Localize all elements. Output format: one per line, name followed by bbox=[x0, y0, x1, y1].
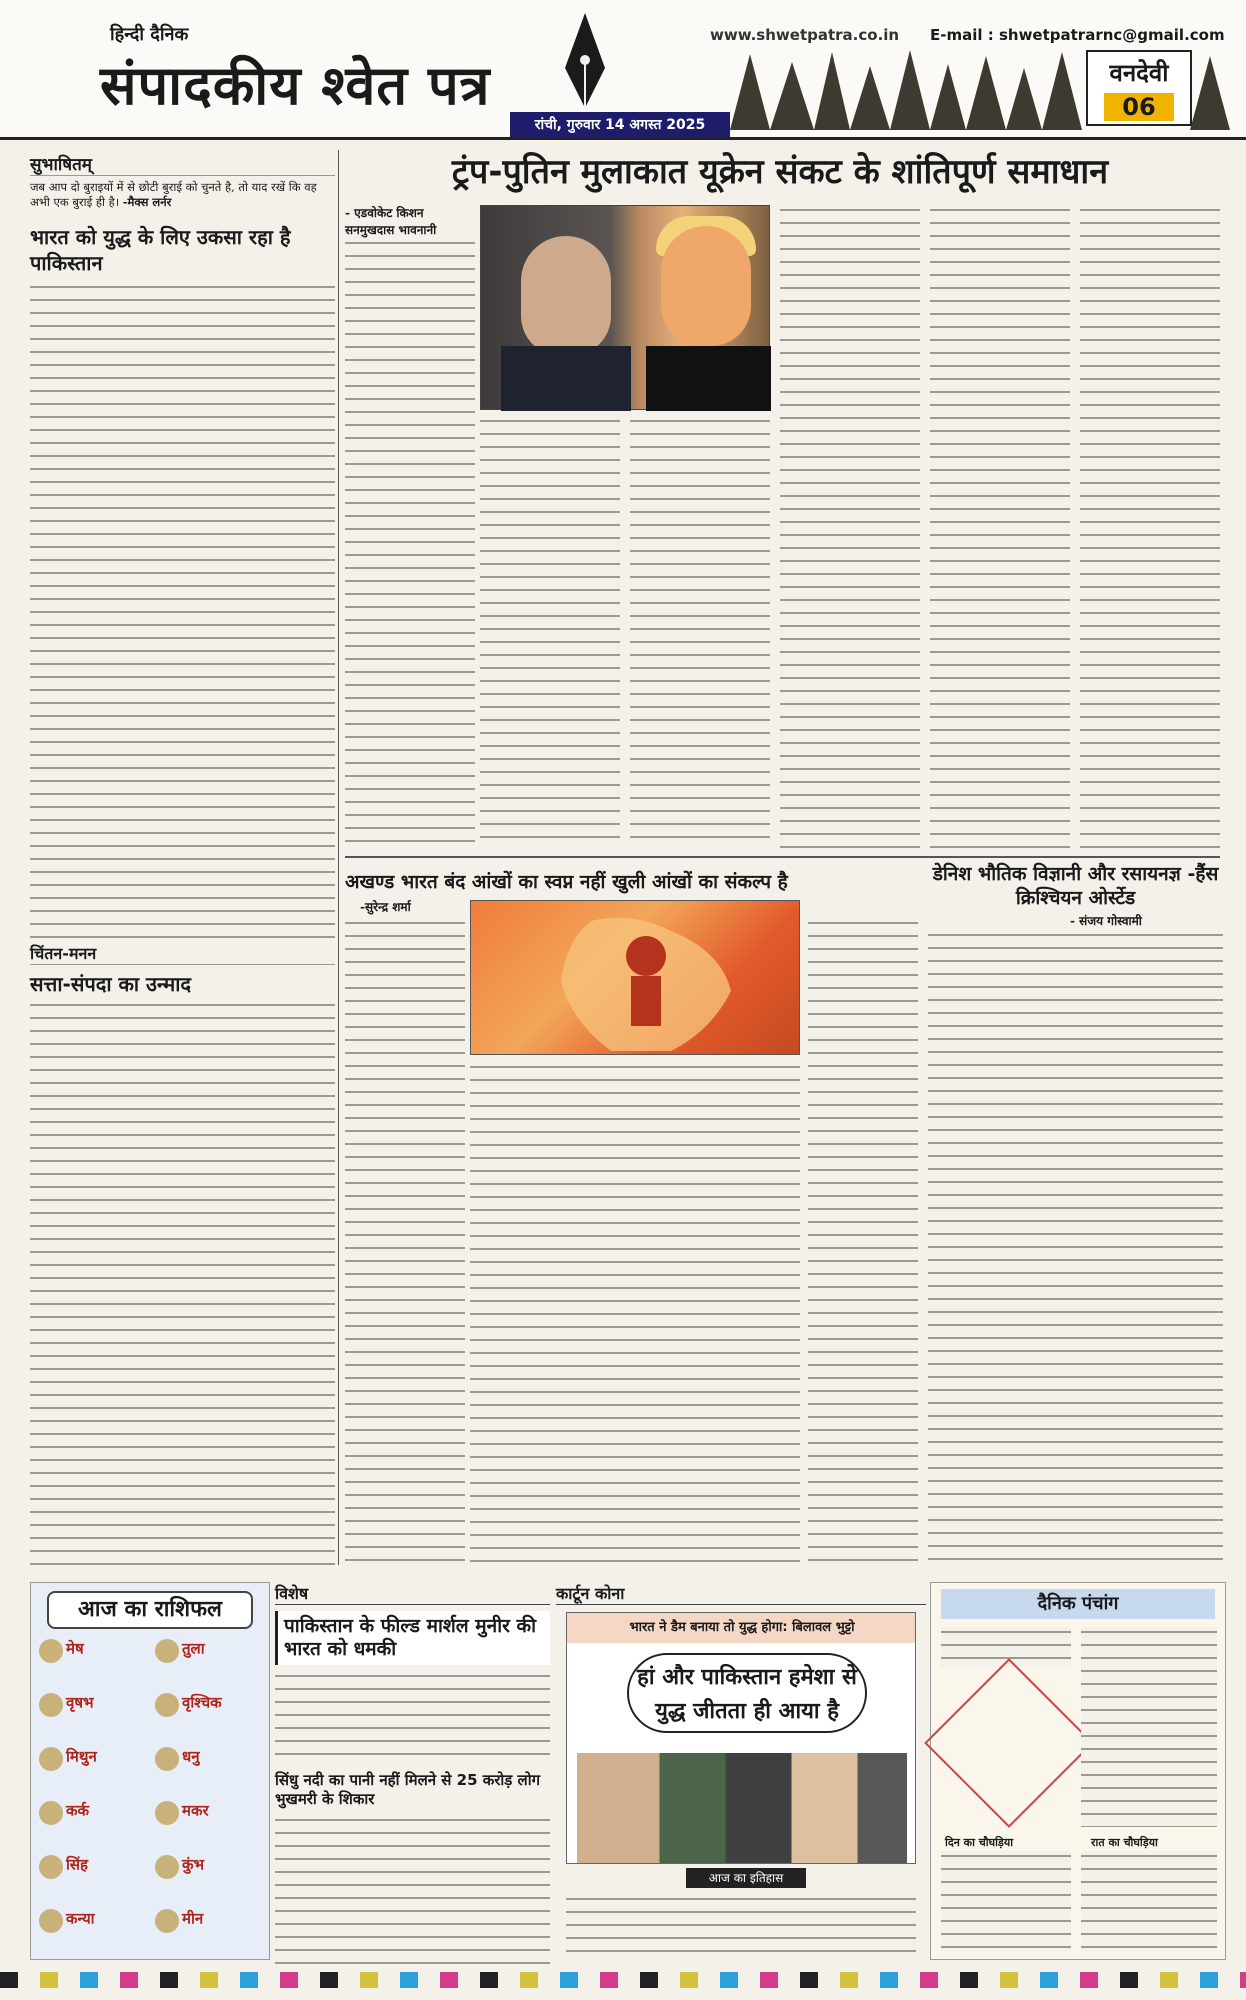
vishesh-section bbox=[275, 1582, 550, 1960]
edition-box bbox=[1086, 50, 1192, 126]
tula-symbol-icon bbox=[155, 1639, 179, 1663]
putin-suit bbox=[501, 346, 631, 411]
choghadiya-day-table bbox=[941, 1851, 1071, 1951]
rashi-name: सिंह bbox=[66, 1855, 88, 1874]
quote-author: -मैक्स लर्नर bbox=[122, 195, 172, 209]
chintan-label: चिंतन-मनन bbox=[30, 942, 335, 965]
panchang-panel bbox=[930, 1582, 1226, 1960]
vrishabh-symbol-icon bbox=[39, 1693, 63, 1717]
main-body-col-4 bbox=[780, 205, 920, 848]
print-registration-strip bbox=[0, 1972, 1246, 1988]
mithun-symbol-icon bbox=[39, 1747, 63, 1771]
email-label: E-mail : bbox=[930, 26, 994, 44]
putin-trump-photo bbox=[480, 205, 770, 410]
kark-symbol-icon bbox=[39, 1801, 63, 1825]
rashi-name: मकर bbox=[182, 1801, 209, 1820]
vishesh-headline-1: पाकिस्तान के फील्ड मार्शल मुनीर की भारत को धमकी bbox=[275, 1611, 550, 1665]
page-number: 06 bbox=[1104, 93, 1174, 121]
chintan-headline: सत्ता-संपदा का उन्माद bbox=[30, 972, 192, 996]
rashi-vrishchik bbox=[155, 1693, 265, 1745]
rashi-name: मिथुन bbox=[66, 1747, 97, 1766]
rashifal-panel bbox=[30, 1582, 270, 1960]
rashi-mesh bbox=[39, 1639, 149, 1691]
choghadiya-day-label: दिन का चौघड़िया bbox=[945, 1836, 1014, 1849]
pen-nib-icon bbox=[555, 8, 615, 118]
byline-name: - एडवोकेट किशन bbox=[345, 206, 424, 220]
rashi-tula bbox=[155, 1639, 265, 1691]
mesh-symbol-icon bbox=[39, 1639, 63, 1663]
rashi-name: तुला bbox=[182, 1639, 205, 1658]
vrishchik-symbol-icon bbox=[155, 1693, 179, 1717]
rashi-name: धनु bbox=[182, 1747, 200, 1766]
rashi-name: वृश्चिक bbox=[182, 1693, 222, 1712]
rashi-name: कर्क bbox=[66, 1801, 90, 1820]
singh-symbol-icon bbox=[39, 1855, 63, 1879]
rashi-name: मेष bbox=[66, 1639, 84, 1658]
email-address[interactable]: shwetpatrarnc@gmail.com bbox=[998, 26, 1225, 44]
section-rule bbox=[345, 856, 1220, 858]
cartoon-figures bbox=[577, 1753, 907, 1863]
rashi-kanya bbox=[39, 1909, 149, 1961]
vishesh-label: विशेष bbox=[275, 1582, 550, 1605]
trump-suit bbox=[646, 346, 771, 411]
akhand-body-col-last bbox=[808, 918, 918, 1563]
column-rule bbox=[338, 150, 339, 1565]
cartoon-caption: भारत ने डैम बनाया तो युद्ध होगा: बिलावल भुट्टो bbox=[567, 1613, 916, 1643]
cartoon-image bbox=[566, 1612, 916, 1864]
rashi-name: कन्या bbox=[66, 1909, 95, 1928]
vishesh-body-1 bbox=[275, 1671, 550, 1763]
aaj-itihas-label: आज का इतिहास bbox=[686, 1868, 806, 1888]
left-column bbox=[30, 152, 335, 942]
akhand-byline: -सुरेन्द्र शर्मा bbox=[360, 900, 411, 914]
choghadiya-night-table bbox=[1081, 1851, 1217, 1951]
main-body-col-2 bbox=[480, 416, 620, 848]
rashi-meen bbox=[155, 1909, 265, 1961]
panchang-details bbox=[1081, 1627, 1217, 1827]
newspaper-title: संपादकीय श्वेत पत्र bbox=[100, 54, 491, 117]
choghadiya-night-label: रात का चौघड़िया bbox=[1091, 1836, 1158, 1849]
main-body-col-5 bbox=[930, 205, 1070, 848]
danish-body bbox=[928, 930, 1223, 1563]
dateline: रांची, गुरुवार 14 अगस्त 2025 bbox=[510, 112, 730, 138]
chintan-body bbox=[30, 1000, 335, 1565]
rashifal-title: आज का राशिफल bbox=[47, 1591, 253, 1629]
akhand-body-col-1 bbox=[345, 918, 465, 1563]
itihas-body bbox=[566, 1894, 916, 1958]
quote-text: जब आप दो बुराइयों में से छोटी बुराई को चुनते है, तो याद रखें कि वह अभी एक बुराई ही है। bbox=[30, 180, 317, 209]
kundali-chart-icon bbox=[924, 1658, 1094, 1828]
byline-surname: सनमुखदास भावनानी bbox=[345, 223, 437, 237]
subhashit-quote bbox=[30, 180, 335, 210]
map-illustration bbox=[471, 901, 800, 1055]
rashi-mithun bbox=[39, 1747, 149, 1799]
rashi-kumbh bbox=[155, 1855, 265, 1907]
edition-name: वनदेवी bbox=[1109, 59, 1169, 87]
rashi-dhanu bbox=[155, 1747, 265, 1799]
masthead-tagline: हिन्दी दैनिक bbox=[110, 24, 189, 45]
rashi-kark bbox=[39, 1801, 149, 1853]
danish-headline: डेनिश भौतिक विज्ञानी और रसायनज्ञ -हैंस क्रिश्चियन ओर्स्टेड bbox=[932, 863, 1219, 909]
rashi-vrishabh bbox=[39, 1693, 149, 1745]
makar-symbol-icon bbox=[155, 1801, 179, 1825]
putin-face bbox=[521, 236, 611, 356]
rashi-name: मीन bbox=[182, 1909, 204, 1928]
cartoon-speech-bubble: हां और पाकिस्तान हमेशा से युद्ध जीतता ही आया है bbox=[627, 1653, 867, 1733]
main-byline bbox=[345, 204, 475, 238]
kanya-symbol-icon bbox=[39, 1909, 63, 1933]
panchang-title: दैनिक पंचांग bbox=[941, 1589, 1215, 1619]
main-body-col-3 bbox=[630, 416, 770, 848]
cartoon-label: कार्टून कोना bbox=[556, 1582, 926, 1605]
left-lead-headline: भारत को युद्ध के लिए उकसा रहा है पाकिस्तान bbox=[30, 225, 291, 275]
kumbh-symbol-icon bbox=[155, 1855, 179, 1879]
dhanu-symbol-icon bbox=[155, 1747, 179, 1771]
vishesh-headline-2: सिंधु नदी का पानी नहीं मिलने से 25 करोड़ लोग भुखमरी के शिकार bbox=[275, 1771, 541, 1808]
main-body-col-6 bbox=[1080, 205, 1220, 848]
trump-face bbox=[661, 226, 751, 346]
vishesh-body-2 bbox=[275, 1815, 550, 1965]
akhand-body-cols bbox=[470, 1062, 800, 1562]
rashi-name: कुंभ bbox=[182, 1855, 205, 1874]
akhand-bharat-map-image bbox=[470, 900, 800, 1055]
rashi-name: वृषभ bbox=[66, 1693, 94, 1712]
rashi-singh bbox=[39, 1855, 149, 1907]
main-body-col-1 bbox=[345, 238, 475, 848]
left-lead-body bbox=[30, 282, 335, 942]
email-line bbox=[930, 26, 1225, 44]
akhand-headline: अखण्ड भारत बंद आंखों का स्वप्न नहीं खुली आंखों का संकल्प है bbox=[345, 871, 788, 893]
main-headline: ट्रंप-पुतिन मुलाकात यूक्रेन संकट के शांतिपूर्ण समाधान bbox=[451, 152, 1109, 192]
danish-byline: - संजय गोस्वामी bbox=[1070, 914, 1142, 928]
website-link[interactable]: www.shwetpatra.co.in bbox=[710, 26, 900, 44]
rashi-makar bbox=[155, 1801, 265, 1853]
cartoon-section bbox=[556, 1582, 926, 1960]
meen-symbol-icon bbox=[155, 1909, 179, 1933]
subhashit-label: सुभाषितम् bbox=[30, 152, 335, 176]
